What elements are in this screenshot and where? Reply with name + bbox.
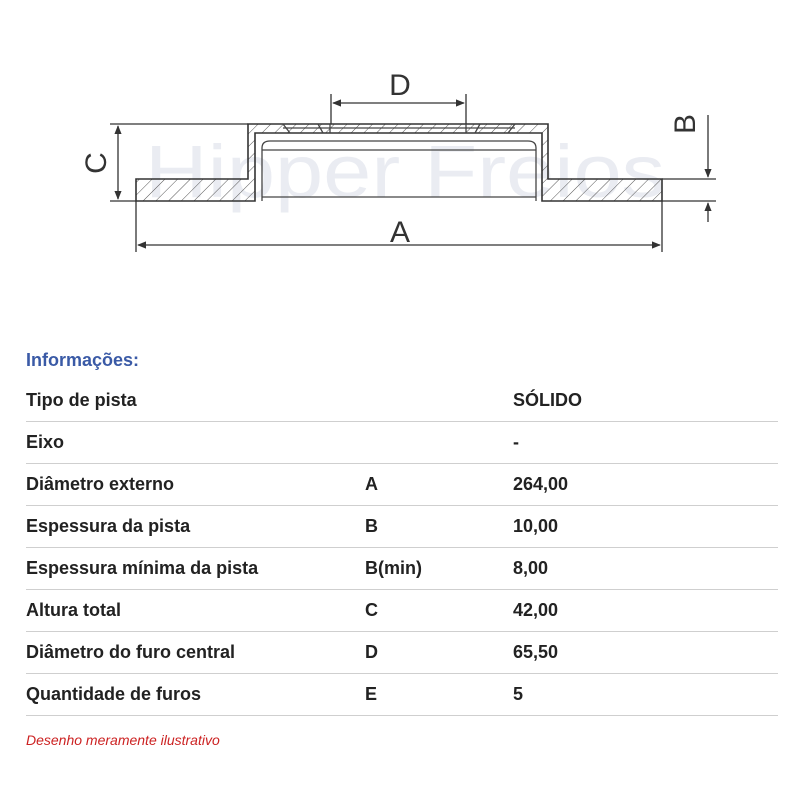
spec-name: Diâmetro do furo central <box>26 632 365 674</box>
spec-value: 10,00 <box>513 506 778 548</box>
info-title: Informações: <box>26 350 140 370</box>
table-row <box>26 464 778 506</box>
spec-code: A <box>365 464 513 506</box>
spec-name: Espessura mínima da pista <box>26 548 365 590</box>
table-row <box>26 632 778 674</box>
specs-table <box>26 380 778 716</box>
illustrative-note: Desenho meramente ilustrativo <box>26 732 220 748</box>
spec-value: 8,00 <box>513 548 778 590</box>
spec-value: SÓLIDO <box>513 380 778 422</box>
dimension-a-label: A <box>389 216 411 249</box>
spec-code: D <box>365 632 513 674</box>
spec-value: 5 <box>513 674 778 716</box>
spec-value: 264,00 <box>513 464 778 506</box>
spec-name: Espessura da pista <box>26 506 365 548</box>
spec-code: B <box>365 506 513 548</box>
table-row <box>26 422 778 464</box>
spec-value: 65,50 <box>513 632 778 674</box>
watermark-text: Hipper Freios <box>145 130 665 213</box>
table-row <box>26 674 778 716</box>
spec-value: - <box>513 422 778 464</box>
spec-value: 42,00 <box>513 590 778 632</box>
spec-name: Diâmetro externo <box>26 464 365 506</box>
spec-name: Quantidade de furos <box>26 674 365 716</box>
spec-code: C <box>365 590 513 632</box>
spec-name: Tipo de pista <box>26 380 365 422</box>
spec-code: E <box>365 674 513 716</box>
table-row <box>26 506 778 548</box>
spec-name: Eixo <box>26 422 365 464</box>
dimension-d-label: D <box>389 69 411 102</box>
spec-code <box>365 422 513 464</box>
spec-name: Altura total <box>26 590 365 632</box>
spec-code: B(min) <box>365 548 513 590</box>
table-row <box>26 380 778 422</box>
table-row <box>26 548 778 590</box>
dimension-b-label: B <box>669 113 702 135</box>
spec-code <box>365 380 513 422</box>
brake-disc-cross-section-drawing <box>0 0 800 310</box>
dimension-c-label: C <box>80 152 113 174</box>
table-row <box>26 590 778 632</box>
